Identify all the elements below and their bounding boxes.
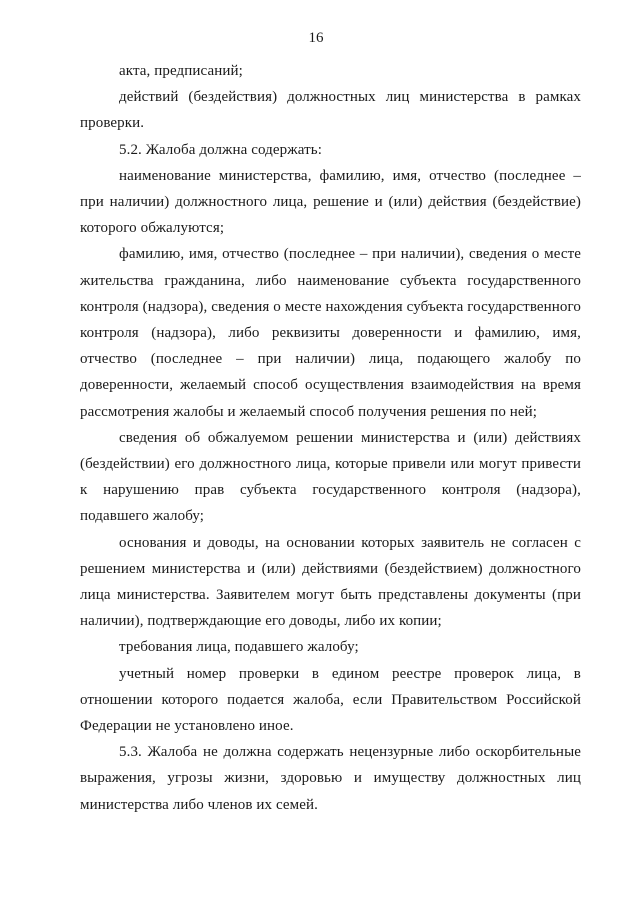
paragraph-5-3: 5.3. Жалоба не должна содержать нецензурные либо оскорбительные выражения, угрозы жизни, здоровью и имуществу должностных лиц министерства либо членов их семей. (80, 744, 581, 813)
paragraph-official-actions: действий (бездействия) должностных лиц министерства в рамках проверки. (80, 89, 581, 132)
page-number: 16 (308, 30, 324, 46)
paragraph-grounds-arguments: основания и доводы, на основании которых заявитель не согласен с решением министерства и (или) действиями (бездействием) должностного лица министерства. Заявителем могут быть представлены документы (при наличии), подтверждающие его доводы, либо их копии; (80, 534, 581, 630)
paragraph-registry-number: учетный номер проверки в едином реестре проверок лица, в отношении которого подается жалоба, если Правительством Российской Федерации не установлено иное. (80, 665, 581, 735)
paragraph-appealed-decision: сведения об обжалуемом решении министерства и (или) действиях (бездействии) его должностного лица, которые привели или могут привести к нарушению прав субъекта государственного контроля (надзора), подавшего жалобу; (80, 429, 581, 525)
paragraph-requirements: требования лица, подавшего жалобу; (119, 639, 359, 656)
paragraph-5-2-heading: 5.2. Жалоба должна содержать: (119, 141, 322, 158)
paragraph-applicant-details: фамилию, имя, отчество (последнее – при наличии), сведения о месте жительства гражданина, либо наименование субъекта государственного контроля (надзора), сведения о месте нахождения субъекта государственного контроля (надзора), либо реквизиты доверенности и фамилию, имя, отчество (последнее – при наличии) лица, подающего жалобу по доверенности, желаемый способ осуществления взаимодействия на время рассмотрения жалобы и желаемый способ получения решения по ней; (80, 246, 581, 420)
document-body (80, 58, 581, 818)
paragraph-ministry-name: наименование министерства, фамилию, имя, отчество (последнее – при наличии) должностного лица, решение и (или) действия (бездействие) которого обжалуются; (80, 167, 581, 237)
paragraph-acts-orders: акта, предписаний; (119, 63, 243, 79)
